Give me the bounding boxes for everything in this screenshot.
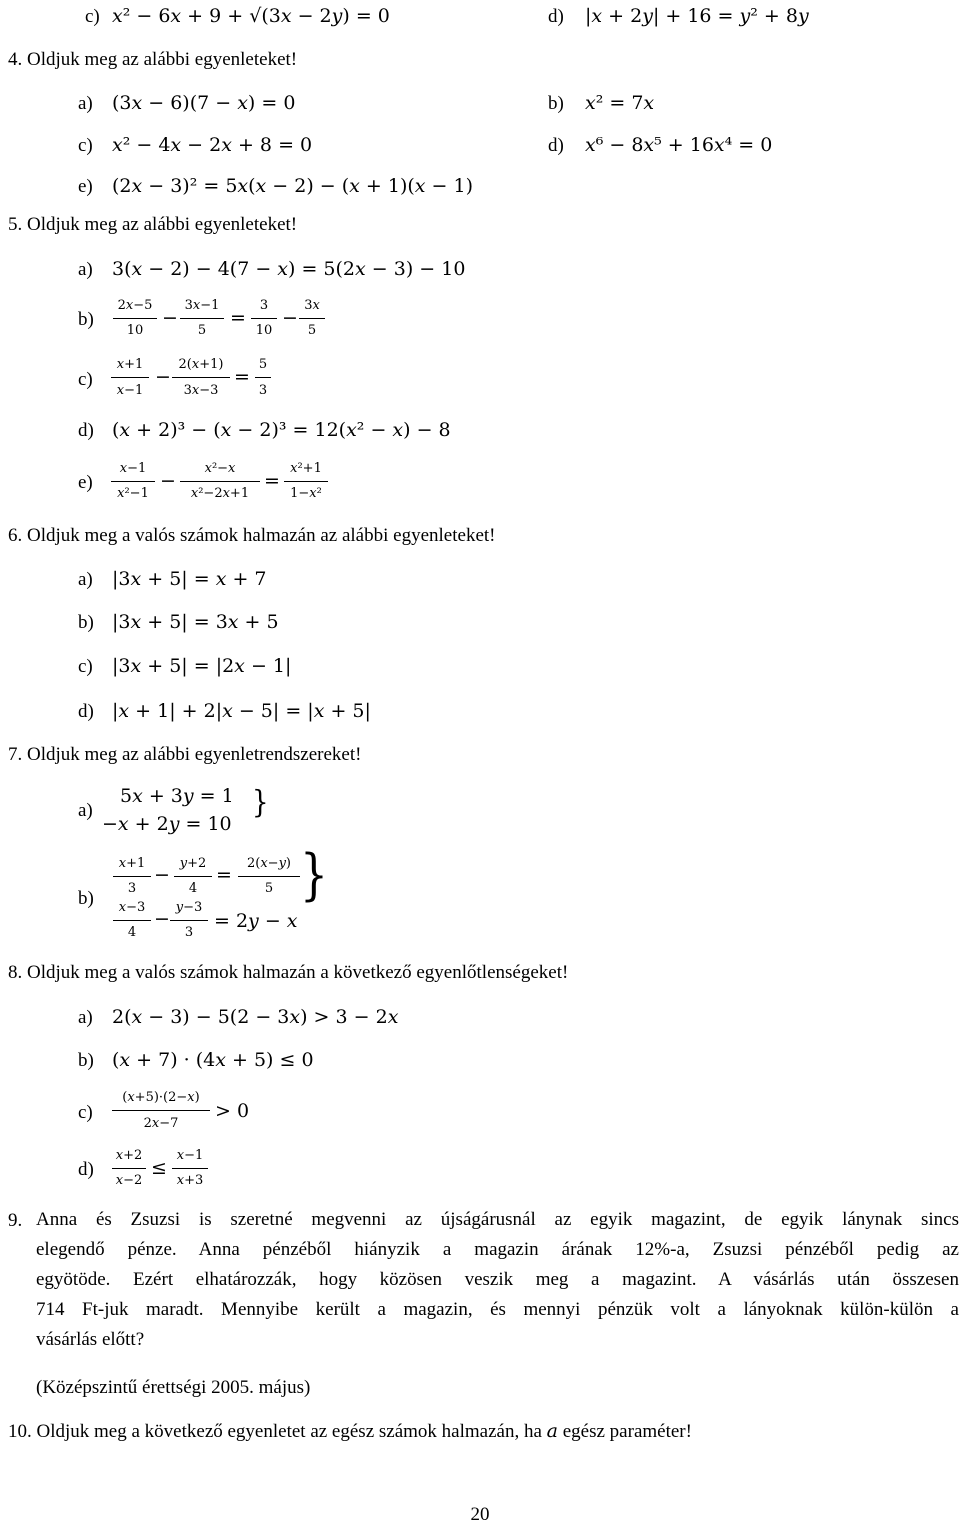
exercise-6-heading: 6. Oldjuk meg a valós számok halmazán az alábbi egyenleteket! [8,525,496,546]
item-label: a) [78,259,93,280]
page-number: 20 [470,1504,490,1525]
relation-sign: ≤ [151,1157,167,1179]
fraction-numerator: 𝑥−1 [119,461,147,476]
fraction-bar [111,481,155,482]
exercise-4-heading: 4. Oldjuk meg az alábbi egyenleteket! [8,49,298,70]
item-label: b) [548,93,564,114]
equals-sign: = [234,366,250,388]
heading-text: 10. Oldjuk meg a következő egyenletet az egész számok halmazán, ha [8,1421,547,1442]
paragraph-line: 714 Ft-juk maradt. Mennyibe került a magazin, és mennyi pénzük volt a lányoknak külön-külön a [36,1299,959,1320]
equation: |𝑥 + 2𝑦| + 16 = 𝑦² + 8𝑦 [585,5,809,27]
fraction-bar [112,1168,146,1169]
item-label: d) [78,1159,94,1180]
equation-rhs: = 2𝑦 − 𝑥 [214,910,298,932]
exercise-9-source: (Középszintű érettségi 2005. május) [36,1377,311,1398]
fraction-bar [113,318,157,319]
item-label: a) [78,569,93,590]
heading-text: egész paraméter! [557,1421,692,1442]
item-label: b) [78,309,94,330]
item-label: b) [78,888,94,909]
item-label: c) [78,135,93,156]
exercise-7-heading: 7. Oldjuk meg az alábbi egyenletrendszereket! [8,744,362,765]
item-label: a) [78,93,93,114]
operator: − [154,908,170,930]
fraction-denominator: 10 [255,323,273,338]
operator: − [154,864,170,886]
system-brace: } [300,843,328,908]
fraction-denominator: 4 [188,881,198,896]
equation: (3𝑥 − 6)(7 − 𝑥) = 0 [112,92,296,114]
equation: (2𝑥 − 3)² = 5𝑥(𝑥 − 2) − (𝑥 + 1)(𝑥 − 1) [112,175,474,197]
equation: 𝑥² − 4𝑥 − 2𝑥 + 8 = 0 [112,134,313,156]
fraction-bar [299,318,325,319]
fraction-denominator: 𝑥−2 [115,1173,143,1188]
fraction-denominator: 𝑥²−1 [117,486,149,501]
fraction-bar [174,876,212,877]
fraction-bar [180,318,224,319]
fraction-numerator: 3𝑥−1 [184,298,220,313]
fraction-denominator: 2𝑥−7 [143,1116,179,1131]
equation: 3(𝑥 − 2) − 4(7 − 𝑥) = 5(2𝑥 − 3) − 10 [112,258,466,280]
system-brace: } [252,785,269,821]
fraction-numerator: 2(𝑥−𝑦) [247,856,291,871]
equation: (𝑥 + 2)³ − (𝑥 − 2)³ = 12(𝑥² − 𝑥) − 8 [112,419,451,441]
exercise-9-number: 9. [8,1210,23,1231]
item-label: b) [78,612,94,633]
fraction-numerator: 𝑥−1 [176,1148,204,1163]
fraction-numerator: 𝑥−3 [118,900,146,915]
fraction-bar [113,876,151,877]
system-equation-2: −𝑥 + 2𝑦 = 10 [102,813,232,835]
fraction-bar [113,920,151,921]
fraction-denominator: 5 [307,323,317,338]
fraction-denominator: 5 [197,323,207,338]
equals-sign: = [264,470,280,492]
fraction-bar [111,377,149,378]
fraction-denominator: 𝑥²−2𝑥+1 [190,486,250,501]
fraction-numerator: 5 [258,357,268,372]
paragraph-line: elegendő pénze. Anna pénzéből hiányzik a magazin árának 12%-a, Zsuzsi pénzéből pedig az [36,1239,959,1260]
system-equation-1: 5𝑥 + 3𝑦 = 1 [120,785,234,807]
fraction-denominator: 4 [127,925,137,940]
fraction-numerator: (𝑥+5)·(2−𝑥) [122,1090,200,1105]
paragraph-line: Anna és Zsuzsi is szeretné megvenni az újságárusnál az egyik magazint, de egyik lánynak sincs [36,1209,959,1230]
fraction-bar [238,876,300,877]
fraction-denominator: 𝑥−1 [116,383,144,398]
equation: |3𝑥 + 5| = 𝑥 + 7 [112,568,267,590]
fraction-denominator: 10 [126,323,144,338]
fraction-bar [284,481,328,482]
item-label: c) [78,369,93,390]
operator: − [160,470,176,492]
fraction-denominator: 5 [264,881,274,896]
item-label: b) [78,1050,94,1071]
fraction-numerator: 𝑦−3 [175,900,203,915]
fraction-numerator: 3 [259,298,269,313]
item-label: d) [78,701,94,722]
paragraph-line: egyötöde. Ezért elhatározzák, hogy közösen veszik meg a magazint. A vásárlás után összesen [36,1269,959,1290]
inequality: (𝑥 + 7) · (4𝑥 + 5) ≤ 0 [112,1049,314,1071]
fraction-bar [112,1110,210,1111]
fraction-bar [170,920,208,921]
inequality: 2(𝑥 − 3) − 5(2 − 3𝑥) > 3 − 2𝑥 [112,1006,399,1028]
item-label: e) [78,472,93,493]
item-label: c) [85,6,100,27]
item-label: e) [78,176,93,197]
item-label: a) [78,1007,93,1028]
operator: − [282,307,298,329]
fraction-bar [180,481,260,482]
item-label: c) [78,1102,93,1123]
fraction-numerator: 2(𝑥+1) [178,357,224,372]
fraction-numerator: 𝑦+2 [179,856,207,871]
exercise-9-text [36,1205,959,1355]
operator: − [155,366,171,388]
fraction-numerator: 2𝑥−5 [117,298,153,313]
equation: |𝑥 + 1| + 2|𝑥 − 5| = |𝑥 + 5| [112,700,371,722]
fraction-numerator: 𝑥²+1 [290,461,322,476]
fraction-denominator: 3 [258,383,268,398]
fraction-denominator: 3 [184,925,194,940]
fraction-numerator: 𝑥+2 [115,1148,143,1163]
fraction-denominator: 3𝑥−3 [183,383,219,398]
fraction-numerator: 𝑥+1 [118,856,146,871]
equation: |3𝑥 + 5| = 3𝑥 + 5 [112,611,279,633]
fraction-bar [172,1168,208,1169]
exercise-10-heading [8,1420,692,1443]
fraction-bar [255,377,271,378]
parameter-symbol: 𝑎 [546,1420,558,1442]
fraction-denominator: 𝑥+3 [176,1173,204,1188]
equation: 𝑥⁶ − 8𝑥⁵ + 16𝑥⁴ = 0 [585,134,773,156]
item-label: d) [78,420,94,441]
fraction-numerator: 𝑥²−𝑥 [204,461,236,476]
fraction-bar [251,318,277,319]
equation: 𝑥² = 7𝑥 [585,92,655,114]
paragraph-line: vásárlás előtt? [36,1329,145,1350]
fraction-denominator: 3 [127,881,137,896]
item-label: a) [78,800,93,821]
item-label: d) [548,6,564,27]
fraction-denominator: 1−𝑥² [290,486,322,501]
item-label: d) [548,135,564,156]
fraction-numerator: 3𝑥 [304,298,320,313]
equation: 𝑥² − 6𝑥 + 9 + √(3𝑥 − 2𝑦) = 0 [112,5,390,27]
item-label: c) [78,656,93,677]
equation: |3𝑥 + 5| = |2𝑥 − 1| [112,655,292,677]
inequality-rhs: > 0 [215,1100,250,1122]
fraction-numerator: 𝑥+1 [116,357,144,372]
equals-sign: = [216,864,232,886]
equals-sign: = [230,307,246,329]
exercise-8-heading: 8. Oldjuk meg a valós számok halmazán a következő egyenlőtlenségeket! [8,962,569,983]
operator: − [162,307,178,329]
fraction-bar [172,377,230,378]
exercise-5-heading: 5. Oldjuk meg az alábbi egyenleteket! [8,214,298,235]
